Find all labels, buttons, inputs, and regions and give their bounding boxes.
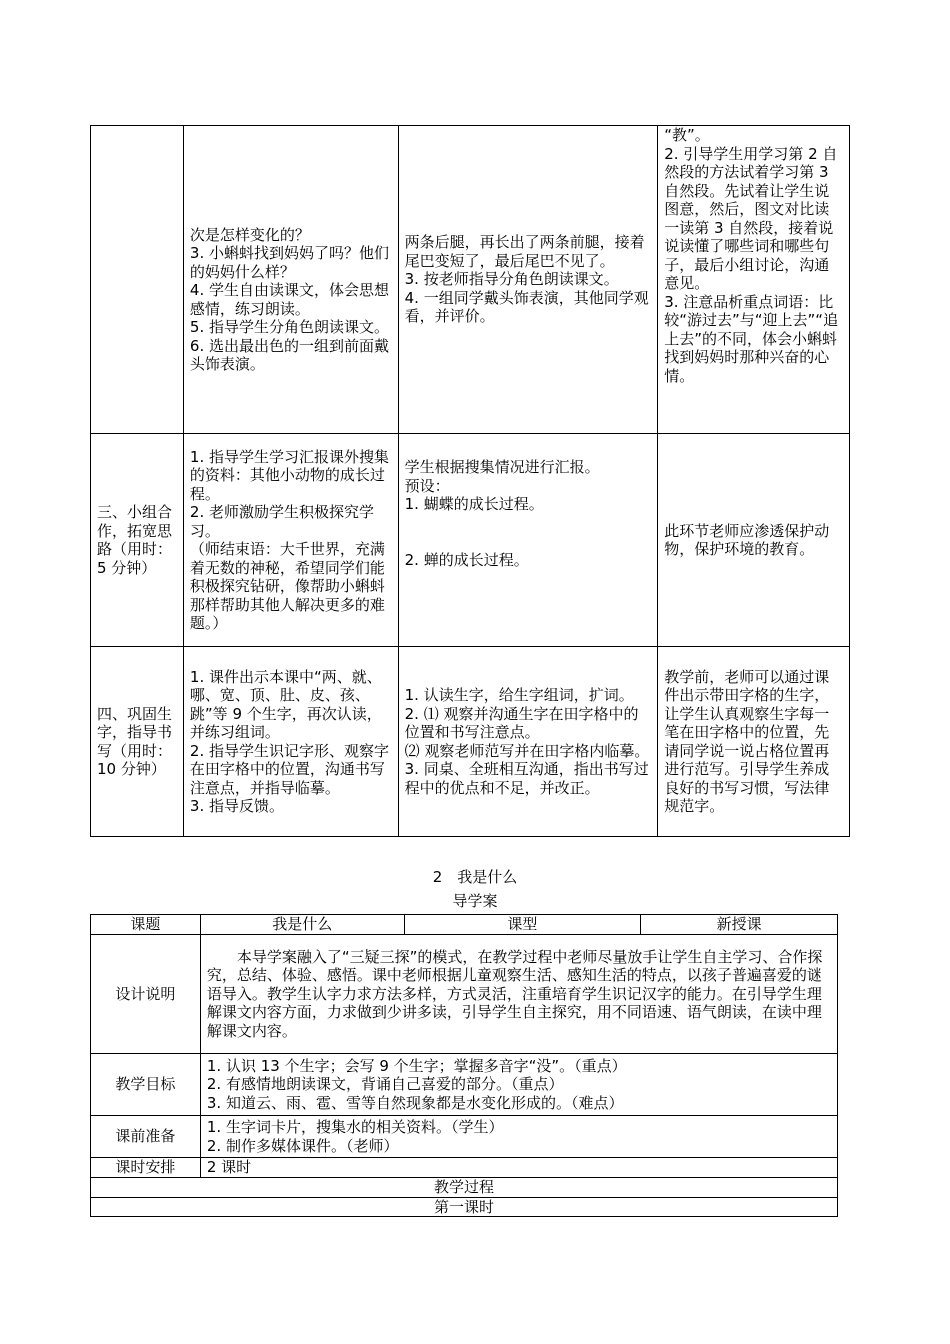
type-label: 课型 [404, 915, 641, 935]
goals-text: 1. 认识 13 个生字；会写 9 个生字；掌握多音字“没”。（重点） 2. 有感情地朗读课文，背诵自己喜爱的部分。（重点） 3. 知道云、雨、雹、雪等自然现象都是水变化形成的。（难点） [200, 1054, 837, 1116]
table-row [91, 1197, 838, 1217]
topic-label: 课题 [91, 915, 201, 935]
design-note-cell: “教”。 2. 引导学生用学习第 2 自然段的方法试着学习第 3 自然段。先试着让学生说图意，然后，图文对比读一读第 3 自然段，接着说说读懂了哪些词和哪些句子，最后小组讨论，沟通意见。 3. 注意品析重点词语：比较“游过去”与“迎上去”“追上去”的不同，体会小蝌蚪找到妈妈时那种兴奋的心情。 [658, 126, 850, 434]
student-activity-cell: 学生根据搜集情况进行汇报。 预设： 1. 蝴蝶的成长过程。 2. 蝉的成长过程。 [398, 434, 658, 647]
table-row [91, 434, 850, 647]
table-row [91, 647, 850, 837]
table-row [91, 1178, 838, 1198]
design-note-cell: 此环节老师应渗透保护动物，保护环境的教育。 [658, 434, 850, 647]
table-row [91, 915, 838, 935]
process-header: 教学过程 [91, 1178, 838, 1198]
schedule-label: 课时安排 [91, 1158, 201, 1178]
table-row [91, 1054, 838, 1116]
goals-label: 教学目标 [91, 1054, 201, 1116]
design-label: 设计说明 [91, 935, 201, 1054]
lesson-plan-table-continued [90, 125, 850, 837]
table-row [91, 126, 850, 434]
prep-text: 1. 生字词卡片，搜集水的相关资料。（学生） 2. 制作多媒体课件。（老师） [200, 1116, 837, 1158]
topic-value: 我是什么 [200, 915, 404, 935]
doc-subtitle: 导学案 [452, 892, 498, 910]
table-row [91, 1116, 838, 1158]
design-note-cell: 教学前，老师可以通过课件出示带田字格的生字，让学生认真观察生字每一笔在田字格中的位置，先请同学说一说占格位置再进行范写。引导学生养成良好的书写习惯，写法律规范字。 [658, 647, 850, 837]
lesson-title: 2 我是什么 [432, 868, 518, 886]
stage-cell [91, 126, 184, 434]
first-lesson-header: 第一课时 [91, 1197, 838, 1217]
type-value: 新授课 [641, 915, 838, 935]
teacher-activity-cell: 1. 指导学生学习汇报课外搜集的资料：其他小动物的成长过程。 2. 老师激励学生积极探究学习。 （师结束语：大千世界，充满着无数的神秘，希望同学们能积极探究钻研，像帮助小蝌蚪那样帮助其他人解决更多的难题。） [183, 434, 398, 647]
teacher-activity-cell: 1. 课件出示本课中“两、就、哪、宽、顶、肚、皮、孩、跳”等 9 个生字，再次认读，并练习组词。 2. 指导学生识记字形、观察字在田字格中的位置，沟通书写注意点，并指导临摹。 3. 指导反馈。 [183, 647, 398, 837]
prep-label: 课前准备 [91, 1116, 201, 1158]
schedule-value: 2 课时 [200, 1158, 837, 1178]
stage-cell: 四、巩固生字，指导书写（用时：10 分钟） [91, 647, 184, 837]
table-row [91, 1158, 838, 1178]
study-guide-table [90, 914, 838, 1217]
student-activity-cell: 两条后腿，再长出了两条前腿，接着尾巴变短了，最后尾巴不见了。 3. 按老师指导分角色朗读课文。 4. 一组同学戴头饰表演，其他同学观看，并评价。 [398, 126, 658, 434]
table-row [91, 935, 838, 1054]
teacher-activity-cell: 次是怎样变化的？ 3. 小蝌蚪找到妈妈了吗？他们的妈妈什么样？ 4. 学生自由读课文，体会思想感情，练习朗读。 5. 指导学生分角色朗读课文。 6. 选出最出色的一组到前面戴头饰表演。 [183, 126, 398, 434]
design-text: 本导学案融入了“三疑三探”的模式，在教学过程中老师尽量放手让学生自主学习、合作探究，总结、体验、感悟。课中老师根据儿童观察生活、感知生活的特点，以孩子普遍喜爱的谜语导入。教学生认字力求方法多样，方式灵活，注重培育学生识记汉字的能力。在引导学生理解课文内容方面，力求做到少讲多读，引导学生自主探究，用不同语速、语气朗读，在读中理解课文内容。 [200, 935, 837, 1054]
stage-cell: 三、小组合作，拓宽思路（用时：5 分钟） [91, 434, 184, 647]
student-activity-cell: 1. 认读生字，给生字组词，扩词。 2. ⑴ 观察并沟通生字在田字格中的位置和书写注意点。 ⑵ 观察老师范写并在田字格内临摹。 3. 同桌、全班相互沟通，指出书写过程中的优点和不足，并改正。 [398, 647, 658, 837]
